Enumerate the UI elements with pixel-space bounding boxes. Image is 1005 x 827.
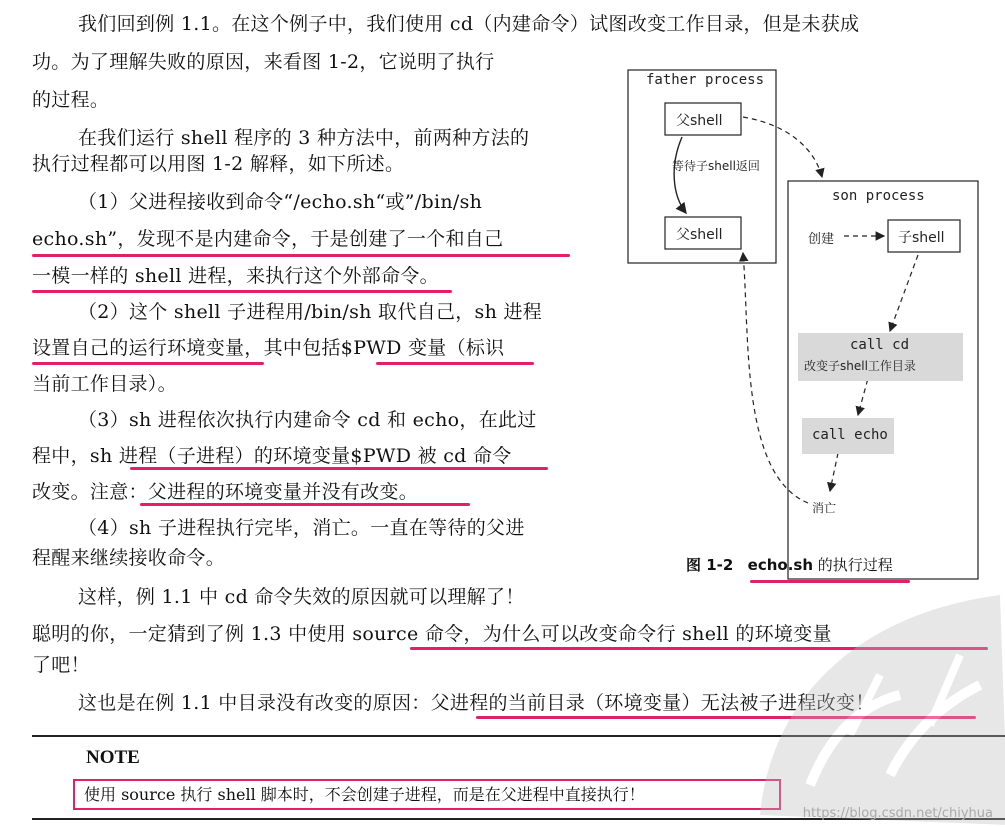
- highlight-underline: [32, 290, 452, 293]
- highlight-underline: [32, 362, 264, 365]
- create-label: 创建: [808, 232, 835, 247]
- text-line-4: 在我们运行 shell 程序的 3 种方法中，前两种方法的: [78, 127, 530, 149]
- wait-arrow: [674, 137, 686, 213]
- father-shell-label-bottom: 父shell: [676, 227, 723, 243]
- father-shell-label-top: 父shell: [676, 113, 723, 129]
- caption-number: 图 1-2: [686, 556, 734, 574]
- die-arrow: [830, 453, 838, 491]
- text-line-7: echo.sh”，发现不是内建命令，于是创建了一个和自己: [32, 228, 504, 250]
- text-line-14: 改变。注意：父进程的环境变量并没有改变。: [32, 481, 419, 503]
- call-cd-desc: 改变子shell工作目录: [804, 359, 916, 373]
- text-line-11: 当前工作目录）。: [32, 373, 177, 395]
- highlight-underline: [130, 467, 548, 470]
- cd-arrow: [890, 255, 918, 331]
- text-line-20: 这也是在例 1.1 中目录没有改变的原因：父进程的当前目录（环境变量）无法被子进程改变！: [78, 692, 875, 714]
- source-watermark: https://blog.csdn.net/chiyhua: [802, 806, 993, 821]
- father-process-label: father process: [646, 72, 765, 88]
- note-text: 使用 source 执行 shell 脚本时，不会创建子进程，而是在父进程中直接执行！: [84, 785, 645, 804]
- child-shell-label: 子shell: [898, 230, 945, 246]
- die-label: 消亡: [812, 501, 837, 515]
- highlight-underline: [140, 503, 470, 506]
- text-line-13: 程中，sh 进程（子进程）的环境变量$PWD 被 cd 命令: [32, 445, 512, 467]
- text-line-17: 这样，例 1.1 中 cd 命令失效的原因就可以理解了！: [78, 586, 525, 608]
- highlight-underline: [32, 254, 570, 257]
- flow-diagram: [600, 55, 1000, 585]
- caption-file: echo.sh: [747, 556, 813, 574]
- text-line-10: 设置自己的运行环境变量，其中包括$PWD 变量（标识: [32, 337, 505, 359]
- call-echo-label: call echo: [812, 427, 888, 443]
- text-line-9: （2）这个 shell 子进程用/bin/sh 取代自己，sh 进程: [78, 301, 543, 323]
- text-line-15: （4）sh 子进程执行完毕，消亡。一直在等待的父进: [78, 517, 525, 539]
- call-cd-label: call cd: [850, 337, 910, 353]
- figure-echo-execution: [600, 55, 1000, 585]
- text-line-18: 聪明的你，一定猜到了例 1.3 中使用 source 命令，为什么可以改变命令行 shell 的环境变量: [32, 623, 832, 645]
- text-line-1: 我们回到例 1.1。在这个例子中，我们使用 cd（内建命令）试图改变工作目录，但是未获成: [78, 13, 860, 35]
- seal-watermark-icon: [740, 585, 1005, 825]
- wait-label: 等待子shell返回: [672, 159, 760, 173]
- caption-text: 的执行过程: [813, 556, 893, 574]
- text-line-2: 功。为了理解失败的原因，来看图 1-2，它说明了执行: [32, 51, 495, 73]
- text-line-8: 一模一样的 shell 进程，来执行这个外部命令。: [32, 265, 439, 287]
- text-line-5: 执行过程都可以用图 1-2 解释，如下所述。: [32, 153, 405, 175]
- son-process-label: son process: [832, 188, 925, 204]
- highlight-underline: [376, 362, 534, 365]
- text-line-12: （3）sh 进程依次执行内建命令 cd 和 echo，在此过: [78, 409, 537, 431]
- figure-caption: [686, 554, 893, 575]
- text-line-6: （1）父进程接收到命令“/echo.sh“或”/bin/sh: [78, 191, 483, 213]
- text-line-16: 程醒来继续接收命令。: [32, 547, 226, 569]
- text-line-3: 的过程。: [32, 89, 110, 111]
- note-title: NOTE: [86, 747, 140, 768]
- text-line-19: 了吧！: [32, 654, 90, 676]
